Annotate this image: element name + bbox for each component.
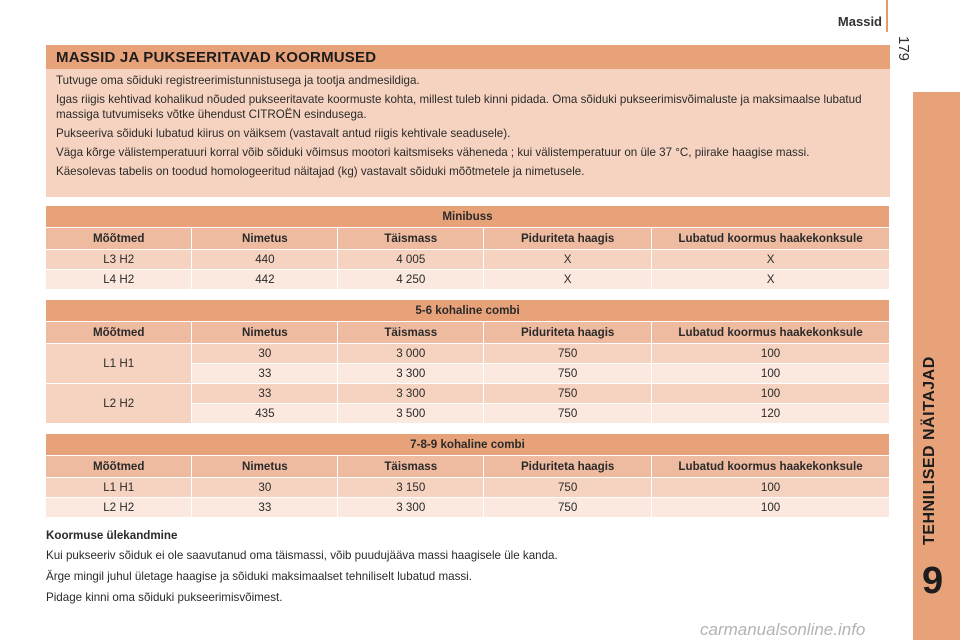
table-cell: L4 H2 [46,270,192,290]
intro-paragraph: Igas riigis kehtivad kohalikud nõuded pukseeritavate koormuste kohta, millest tuleb kinni pidada. Oma sõiduki pukseerimisvõimaluste ja maksimaalse lubatud massiga tutvumiseks võtke ühendust CITROËN esindusega. [56,93,862,121]
table-cell: 750 [484,364,652,384]
table-cell: 33 [192,364,338,384]
combi56-table [46,300,890,424]
intro-paragraph: Tutvuge oma sõiduki registreerimistunnistusega ja tootja andmesildiga. [56,74,420,87]
table-caption: 5-6 kohaline combi [46,300,890,322]
table-cell: 100 [652,478,890,498]
page-number-text: 179 [895,36,912,62]
table-cell: 440 [192,250,338,270]
table-cell: X [652,250,890,270]
intro-body [46,69,890,179]
table-cell: 33 [192,384,338,404]
table-cell: L2 H2 [46,498,192,518]
intro-paragraph: Väga kõrge välistemperatuuri korral võib sõiduki võimsus mootori kaitsmiseks väheneda ; kui välistemperatuur on üle 37 °C, piirake haagise massi. [56,146,810,159]
table-row [46,478,890,498]
load-transfer-section [46,528,890,611]
table-caption: 7-8-9 kohaline combi [46,434,890,456]
column-header: Täismass [338,456,484,478]
table-cell: L1 H1 [46,478,192,498]
table-cell: 750 [484,498,652,518]
table-cell: 120 [652,404,890,424]
table-row [46,270,890,290]
table-cell: 3 150 [338,478,484,498]
column-header: Mõõtmed [46,228,192,250]
table-cell: 750 [484,384,652,404]
table-cell: 30 [192,478,338,498]
table-cell: L2 H2 [46,384,192,424]
table-cell: 3 300 [338,384,484,404]
load-transfer-paragraph: Kui pukseeriv sõiduk ei ole saavutanud oma täismassi, võib puudujääva massi haagisele üle kanda. [46,549,558,562]
table-cell: L3 H2 [46,250,192,270]
table-cell: 442 [192,270,338,290]
column-header: Piduriteta haagis [484,322,652,344]
table-cell: 3 300 [338,498,484,518]
table-cell: X [484,270,652,290]
intro-paragraph: Käesolevas tabelis on toodud homologeeritud näitajad (kg) vastavalt sõiduki mõõtmetele ja nimetusele. [56,165,585,178]
intro-paragraph: Pukseeriva sõiduki lubatud kiirus on väiksem (vastavalt antud riigis kehtivale seadusele). [56,127,511,140]
site-watermark: carmanualsonline.info [700,620,866,639]
table-cell: 435 [192,404,338,424]
table-cell: 33 [192,498,338,518]
chapter-number: 9 [922,560,944,602]
table-row [46,250,890,270]
column-header: Nimetus [192,228,338,250]
table-cell: 750 [484,404,652,424]
table-cell: 100 [652,364,890,384]
section-title: Massid [837,14,882,29]
table-cell: 3 000 [338,344,484,364]
table-cell: 100 [652,498,890,518]
table-cell: 4 005 [338,250,484,270]
table-cell: L1 H1 [46,344,192,384]
column-header: Täismass [338,322,484,344]
page-number [895,36,918,62]
table-caption: Minibuss [46,206,890,228]
column-header: Täismass [338,228,484,250]
column-header: Piduriteta haagis [484,456,652,478]
table-cell: 750 [484,478,652,498]
column-header: Mõõtmed [46,322,192,344]
column-header: Piduriteta haagis [484,228,652,250]
column-header: Lubatud koormus haakekonksule [652,228,890,250]
table-cell: 750 [484,344,652,364]
load-transfer-paragraph: Ärge mingil juhul ületage haagise ja sõiduki maksimaalset tehniliselt lubatud massi. [46,570,472,583]
minibuss-table [46,206,890,290]
table-cell: 3 500 [338,404,484,424]
table-row [46,498,890,518]
chapter-label: TEHNILISED NÄITAJAD [921,356,938,545]
load-transfer-title: Koormuse ülekandmine [46,529,178,542]
table-cell: 100 [652,344,890,364]
table-cell: X [652,270,890,290]
table-row [46,344,890,364]
table-cell: 100 [652,384,890,404]
table-cell: 30 [192,344,338,364]
column-header: Lubatud koormus haakekonksule [652,456,890,478]
column-header: Lubatud koormus haakekonksule [652,322,890,344]
combi789-table [46,434,890,518]
load-transfer-paragraph: Pidage kinni oma sõiduki pukseerimisvõimest. [46,591,283,604]
table-cell: X [484,250,652,270]
table-row [46,384,890,404]
intro-title: MASSID JA PUKSEERITAVAD KOORMUSED [46,45,890,69]
intro-box [46,45,890,197]
header-divider [886,0,888,32]
column-header: Mõõtmed [46,456,192,478]
column-header: Nimetus [192,322,338,344]
table-cell: 3 300 [338,364,484,384]
column-header: Nimetus [192,456,338,478]
table-cell: 4 250 [338,270,484,290]
